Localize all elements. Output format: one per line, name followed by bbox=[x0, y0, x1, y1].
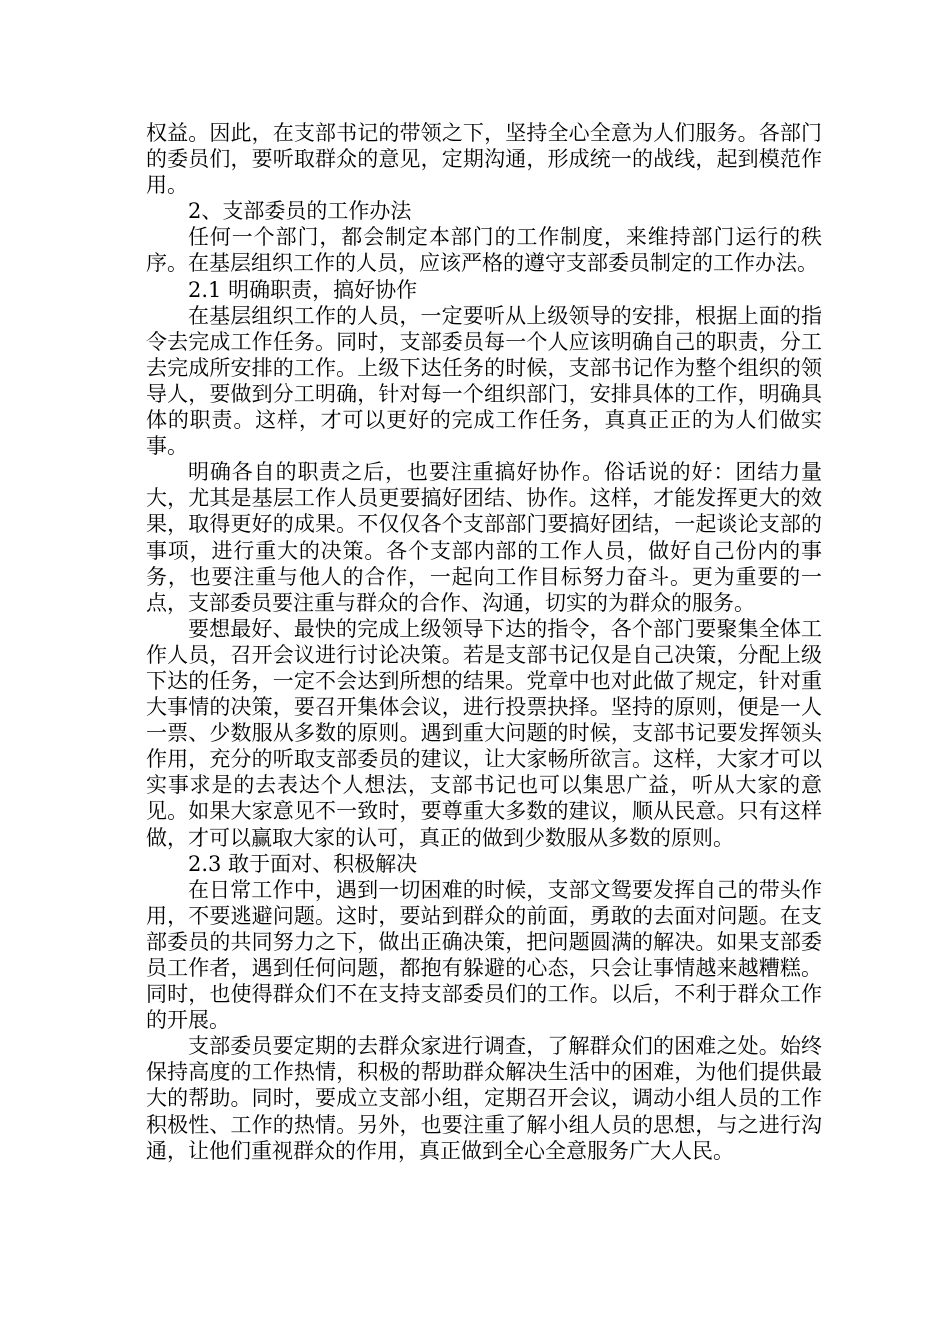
paragraph: 支部委员要定期的去群众家进行调查，了解群众们的困难之处。始终保持高度的工作热情，积极的帮助群众解决生活中的困难，为他们提供最大的帮助。同时，要成立支部小组，定期召开会议，调动小组人员的工作积极性、工作的热情。另外，也要注重了解小组人员的思想，与之进行沟通，让他们重视群众的作用，真正做到全心全意服务广大人民。 bbox=[146, 1034, 822, 1163]
paragraph: 任何一个部门，都会制定本部门的工作制度，来维持部门运行的秩序。在基层组织工作的人员，应该严格的遵守支部委员制定的工作办法。 bbox=[146, 225, 822, 276]
paragraph-continued: 权益。因此，在支部书记的带领之下，坚持全心全意为人们服务。各部门的委员们，要听取群众的意见，定期沟通，形成统一的战线，起到模范作用。 bbox=[146, 121, 822, 198]
subsection-heading: 2.1 明确职责，搞好协作 bbox=[188, 277, 418, 302]
section-heading: 2、支部委员的工作办法 bbox=[188, 199, 412, 224]
paragraph: 明确各自的职责之后，也要注重搞好协作。俗话说的好：团结力量大，尤其是基层工作人员更要搞好团结、协作。这样，才能发挥更大的效果，取得更好的成果。不仅仅各个支部部门要搞好团结，一起谈论支部的事项，进行重大的决策。各个支部内部的工作人员，做好自己份内的事务，也要注重与他人的合作，一起向工作目标努力奋斗。更为重要的一点，支部委员要注重与群众的合作、沟通，切实的为群众的服务。 bbox=[146, 460, 822, 615]
paragraph: 要想最好、最快的完成上级领导下达的指令，各个部门要聚集全体工作人员，召开会议进行讨论决策。若是支部书记仅是自己决策，分配上级下达的任务，一定不会达到所想的结果。党章中也对此做了规定，针对重大事情的决策，要召开集体会议，进行投票抉择。坚持的原则，便是一人一票、少数服从多数的原则。遇到重大问题的时候，支部书记要发挥领头作用，充分的听取支部委员的建议，让大家畅所欲言。这样，大家才可以实事求是的去表达个人想法，支部书记也可以集思广益，听从大家的意见。如果大家意见不一致时，要尊重大多数的建议，顺从民意。只有这样做，才可以赢取大家的认可，真正的做到少数服从多数的原则。 bbox=[146, 616, 822, 850]
paragraph: 在基层组织工作的人员，一定要听从上级领导的安排，根据上面的指令去完成工作任务。同时，支部委员每一个人应该明确自己的职责，分工去完成所安排的工作。上级下达任务的时候，支部书记作为整个组织的领导人，要做到分工明确，针对每一个组织部门，安排具体的工作，明确具体的职责。这样，才可以更好的完成工作任务，真真正正的为人们做实事。 bbox=[146, 303, 822, 459]
document-page bbox=[146, 120, 822, 1164]
subsection-heading: 2.3 敢于面对、积极解决 bbox=[188, 851, 418, 876]
paragraph: 在日常工作中，遇到一切困难的时候，支部文鸳要发挥自己的带头作用，不要逃避问题。这时，要站到群众的前面，勇敢的去面对问题。在支部委员的共同努力之下，做出正确决策，把问题圆满的解决。如果支部委员工作者，遇到任何问题，都抱有躲避的心态，只会让事情越来越糟糕。同时，也使得群众们不在支持支部委员们的工作。以后，不利于群众工作的开展。 bbox=[146, 877, 822, 1033]
